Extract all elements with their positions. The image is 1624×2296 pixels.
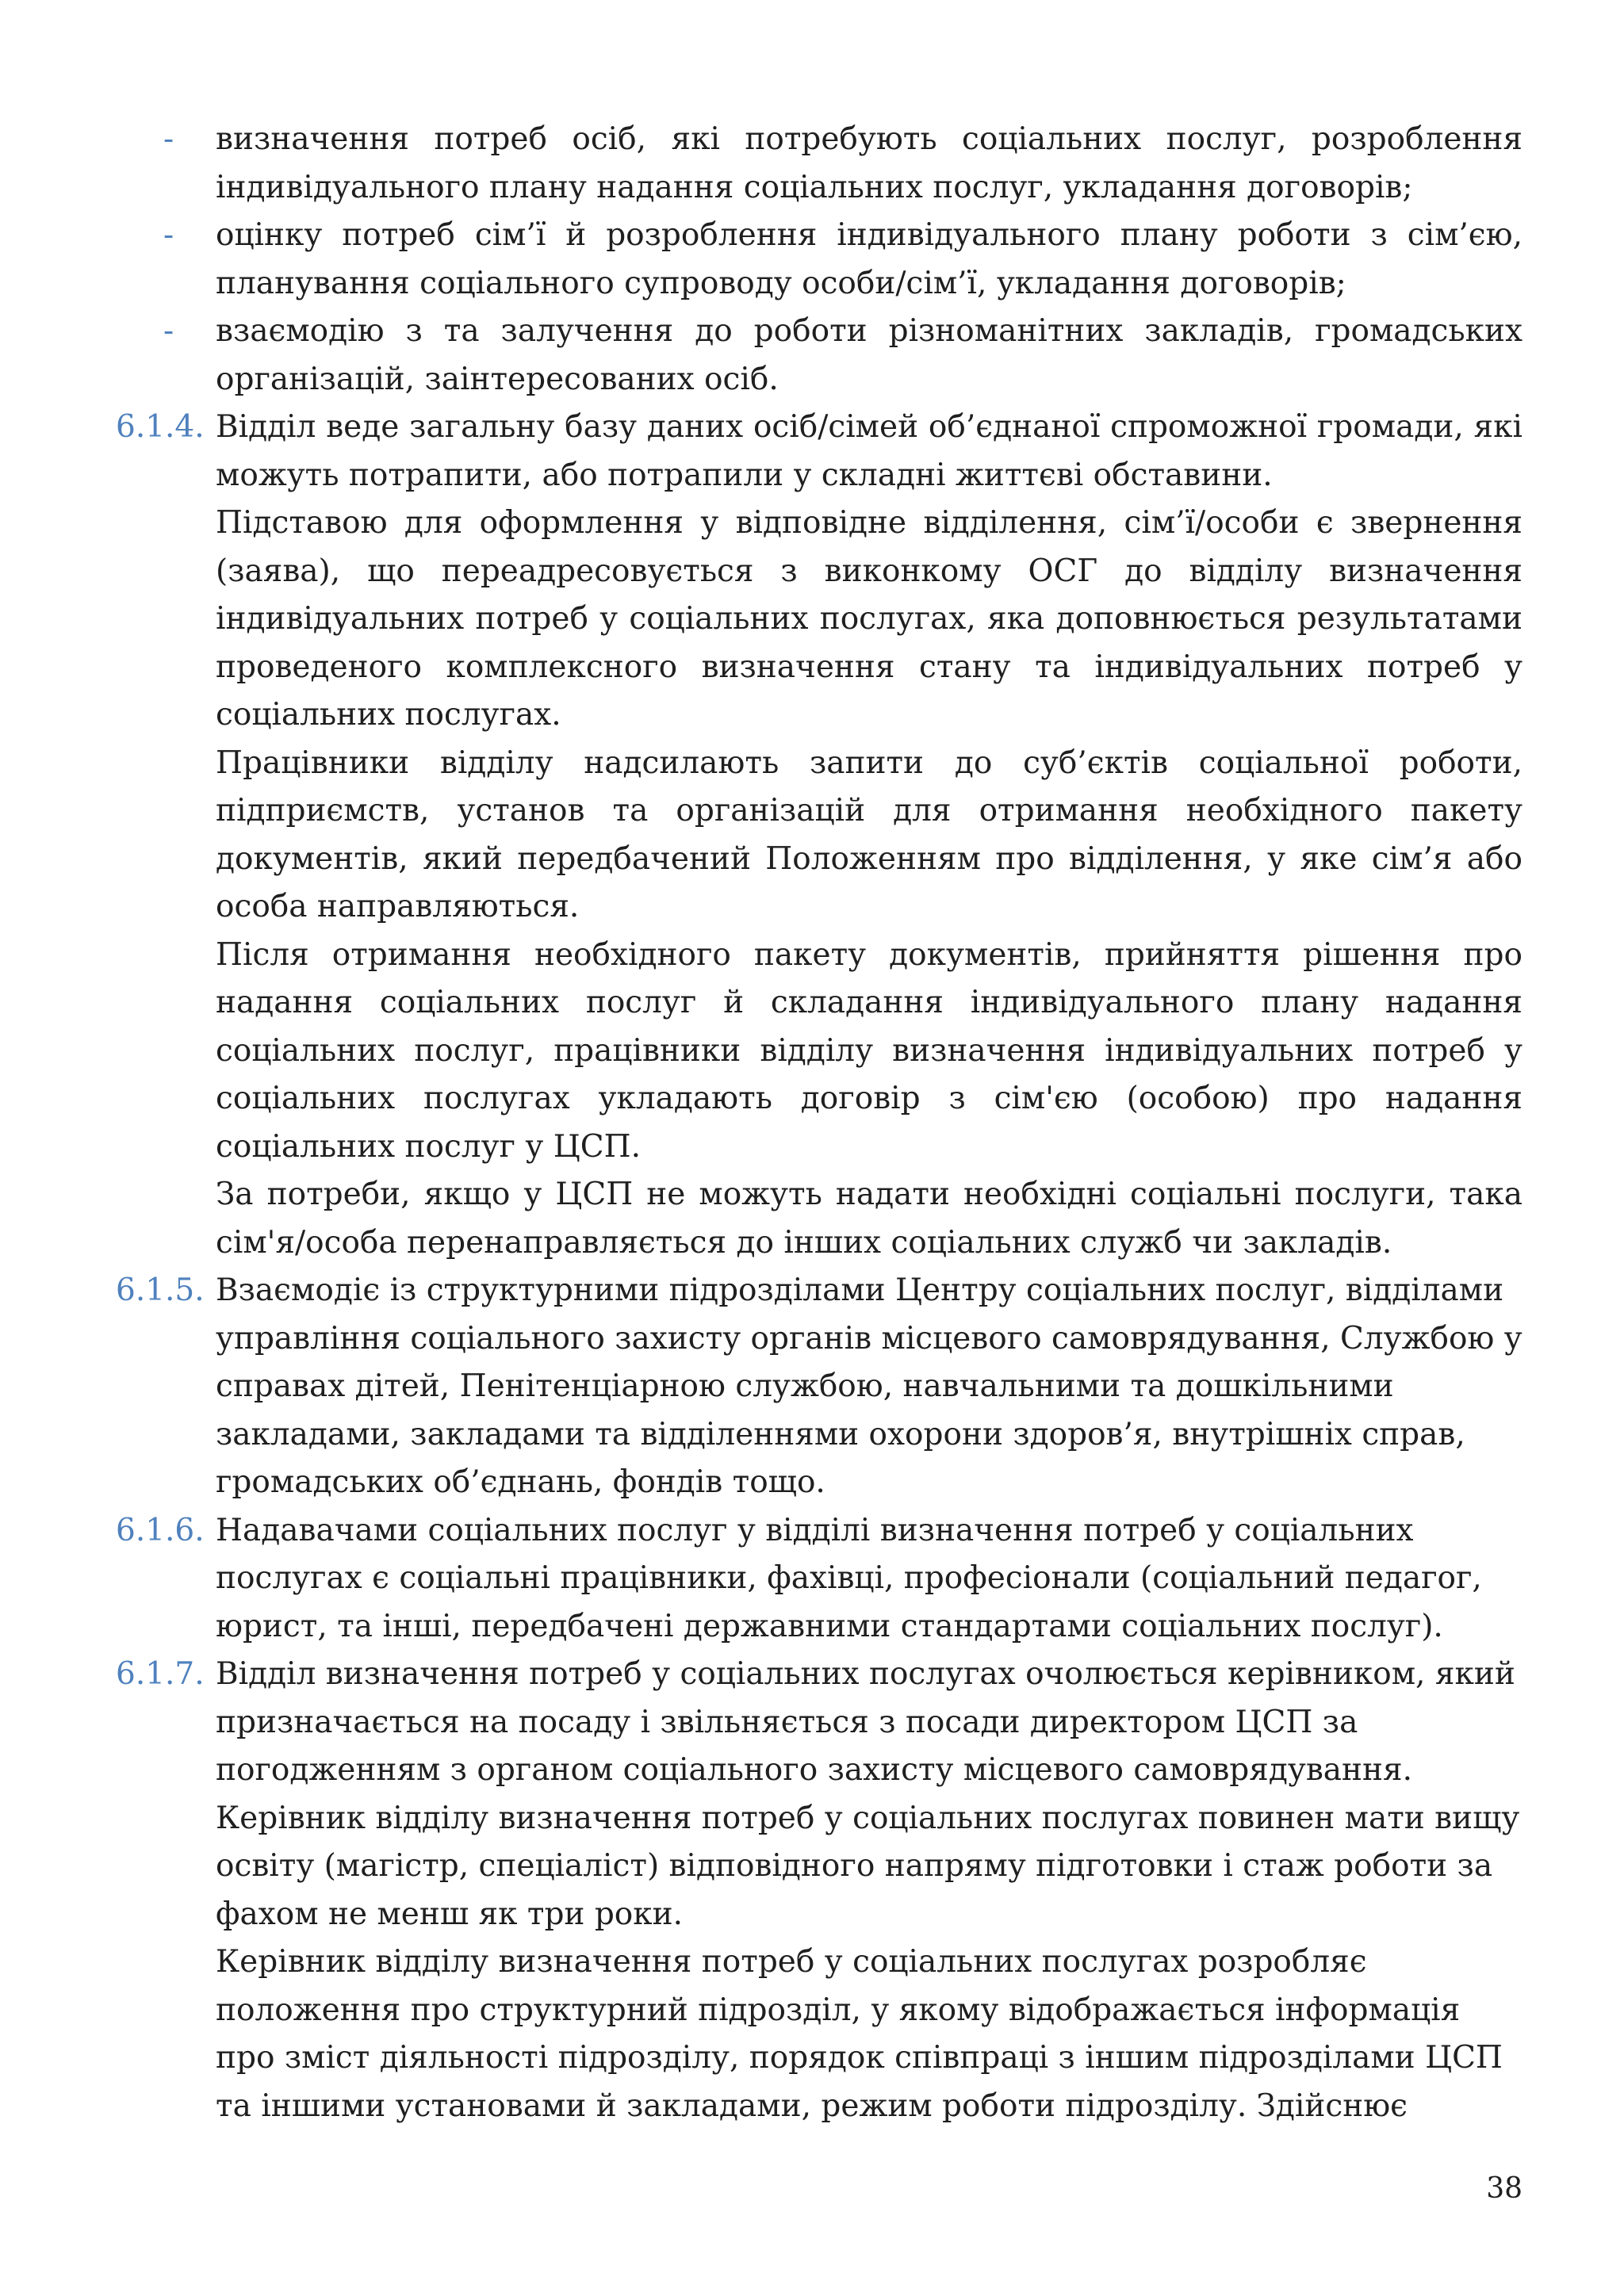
list-item-dash [116, 116, 1522, 212]
section-number: 6.1.6. [116, 1512, 205, 1548]
numbered-item-6-1-4 [116, 404, 1522, 499]
numbered-item-6-1-5 [116, 1267, 1522, 1507]
document-body [116, 116, 1522, 2130]
section-number: 6.1.4. [116, 409, 205, 445]
numbered-item-6-1-6 [116, 1507, 1522, 1651]
paragraph [116, 1938, 1522, 2130]
paragraph [116, 932, 1522, 1172]
list-item-text: взаємодію з та залучення до роботи різноманітних закладів, громадських організацій, заінтересованих осіб. [216, 313, 1522, 397]
paragraph [116, 1171, 1522, 1267]
list-dash-marker: - [163, 313, 174, 349]
paragraph [116, 740, 1522, 932]
list-item-text: визначення потреб осіб, які потребують соціальних послуг, розроблення індивідуального плану надання соціальних послуг, укладання договорів; [216, 121, 1522, 205]
list-item-dash [116, 212, 1522, 308]
numbered-item-6-1-7 [116, 1651, 1522, 1795]
paragraph-text: Керівник відділу визначення потреб у соціальних послугах повинен мати вищу освіту (магістр, спеціаліст) відповідного напряму підготовки і стаж роботи за фахом не менш як три роки. [216, 1800, 1520, 1932]
numbered-item-text: Відділ веде загальну базу даних осіб/сімей об’єднаної спроможної громади, які можуть потрапити, або потрапили у складні життєві обставини. [216, 409, 1522, 493]
paragraph [116, 1795, 1522, 1939]
page-number: 38 [1486, 2172, 1522, 2205]
paragraph-text: Підставою для оформлення у відповідне відділення, сім’ї/особи є звернення (заява), що переадресовується з виконкому ОСГ до відділу визначення індивідуальних потреб у соціальних послугах, яка доповнюється результатами проведеного комплексного визначення стану та індивідуальних потреб у соціальних послугах. [216, 505, 1522, 733]
paragraph-text: За потреби, якщо у ЦСП не можуть надати необхідні соціальні послуги, така сім'я/особа перенаправляється до інших соціальних служб чи закладів. [216, 1177, 1522, 1261]
numbered-item-text: Відділ визначення потреб у соціальних послугах очолюється керівником, який призначається на посаду і звільняється з посади директором ЦСП за погодженням з органом соціального захисту місцевого самоврядування. [216, 1656, 1515, 1788]
section-number: 6.1.5. [116, 1272, 205, 1308]
list-item-text: оцінку потреб сім’ї й розроблення індивідуального плану роботи з сім’єю, планування соціального супроводу особи/сім’ї, укладання договорів; [216, 217, 1522, 301]
paragraph-text: Працівники відділу надсилають запити до суб’єктів соціальної роботи, підприємств, установ та організацій для отримання необхідного пакету документів, який передбачений Положенням про відділення, у яке сім’я або особа направляються. [216, 744, 1522, 924]
numbered-item-text: Взаємодіє із структурними підрозділами Центру соціальних послуг, відділами управління соціального захисту органів місцевого самоврядування, Службою у справах дітей, Пенітенціарною службою, навчальними та дошкільними закладами, закладами та відділеннями охорони здоров’я, внутрішніх справ, громадських об’єднань, фондів тощо. [216, 1272, 1522, 1500]
paragraph-text: Керівник відділу визначення потреб у соціальних послугах розробляє положення про структурний підрозділ, у якому відображається інформація про зміст діяльності підрозділу, порядок співпраці з іншим підрозділами ЦСП та іншими установами й закладами, режим роботи підрозділу. Здійснює [216, 1944, 1503, 2124]
section-number: 6.1.7. [116, 1656, 205, 1692]
list-item-dash [116, 308, 1522, 404]
paragraph [116, 499, 1522, 740]
list-dash-marker: - [163, 121, 174, 157]
list-dash-marker: - [163, 217, 174, 253]
numbered-item-text: Надавачами соціальних послуг у відділі визначення потреб у соціальних послугах є соціальні працівники, фахівці, професіонали (соціальний педагог, юрист, та інші, передбачені державними стандартами соціальних послуг). [216, 1512, 1482, 1644]
paragraph-text: Після отримання необхідного пакету документів, прийняття рішення про надання соціальних послуг й складання індивідуального плану надання соціальних послуг, працівники відділу визначення індивідуальних потреб у соціальних послугах укладають договір з сім'єю (особою) про надання соціальних послуг у ЦСП. [216, 936, 1522, 1165]
